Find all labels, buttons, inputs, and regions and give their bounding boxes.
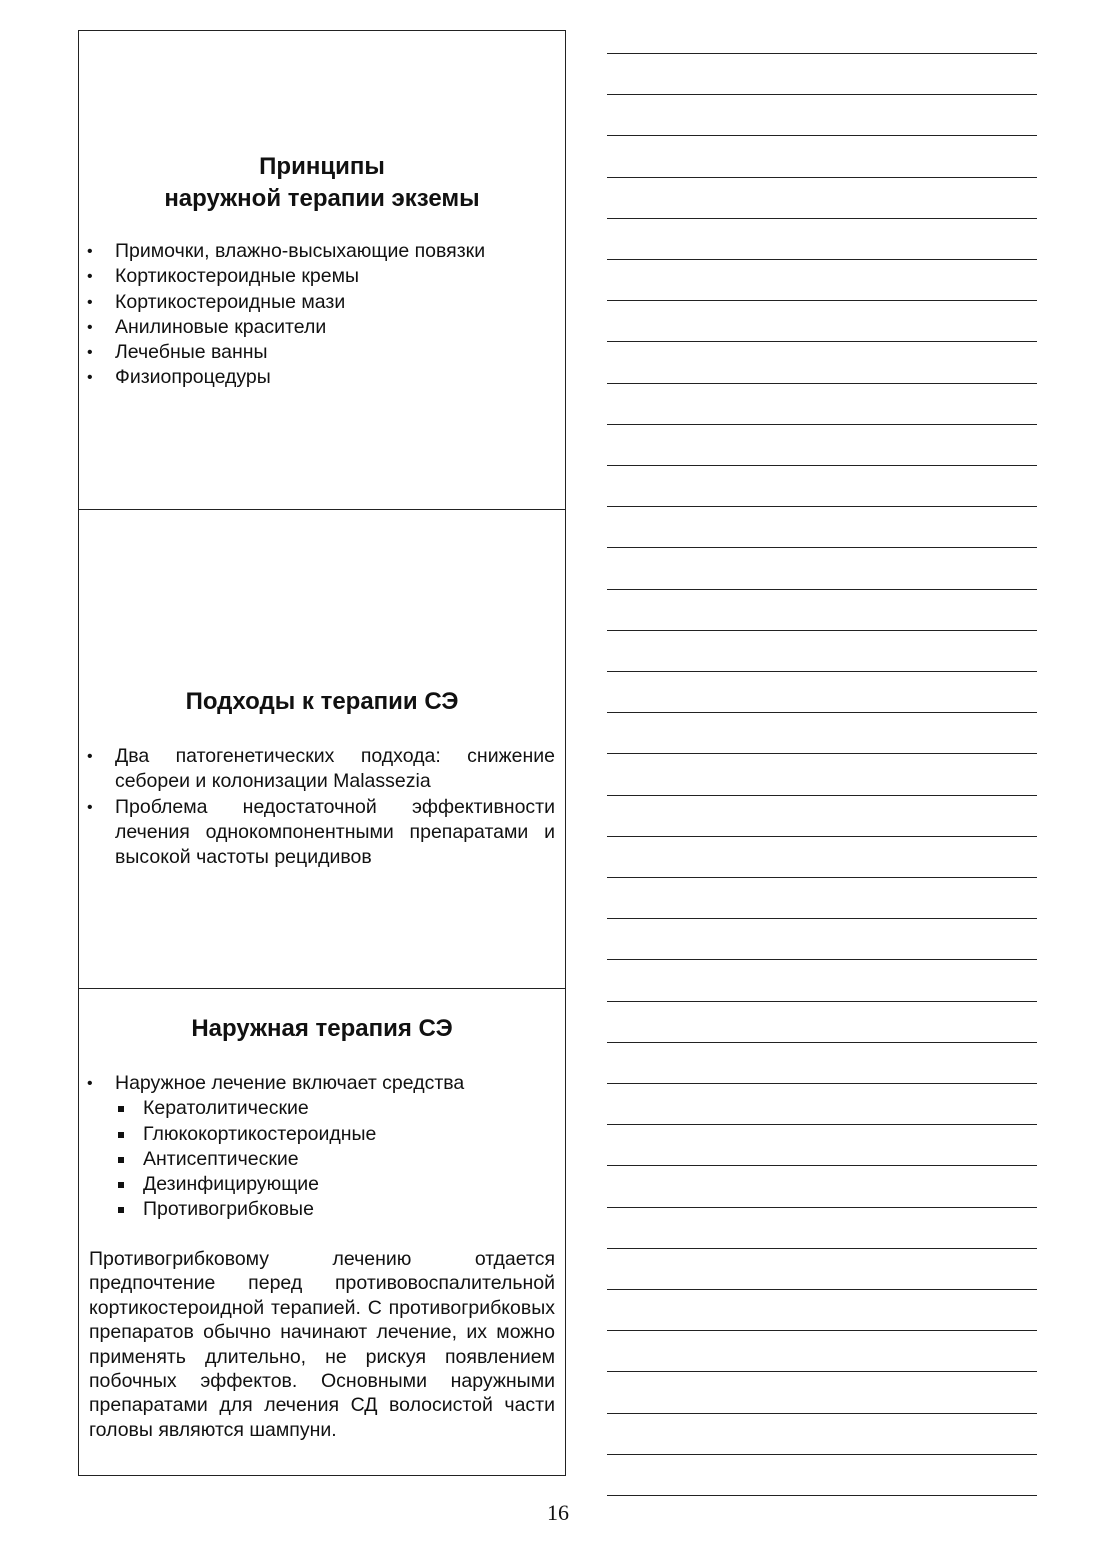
sub-list-container [79, 1096, 565, 1222]
note-line [607, 877, 1037, 878]
sub-list-item: Антисептические [79, 1147, 565, 1172]
slide-title-line: наружной терапии экземы [164, 184, 480, 212]
note-line [607, 836, 1037, 837]
list-item: • Два патогенетических подхода: снижение себореи и колонизации Malassezia [79, 744, 555, 795]
note-line [607, 1165, 1037, 1166]
notes-lines-area [607, 0, 1037, 1480]
note-line [607, 630, 1037, 631]
note-line [607, 177, 1037, 178]
note-line [607, 135, 1037, 136]
list-item: • Наружное лечение включает средства [79, 1071, 565, 1096]
note-line [607, 671, 1037, 672]
note-line [607, 1413, 1037, 1414]
note-line [607, 1454, 1037, 1455]
bullet-list [79, 744, 565, 870]
note-line [607, 959, 1037, 960]
body-paragraph: Противогрибковому лечению отдается предпочтение перед противовоспалительной кортикостероидной терапией. С противогрибковых препаратов обычно начинают лечение, их можно применять длительно, не рискуя появлением побочных эффектов. Основными наружными препаратами для лечения СД волосистой части головы являются шампуни. [89, 1248, 555, 1441]
note-line [607, 218, 1037, 219]
note-line [607, 1083, 1037, 1084]
note-line [607, 1124, 1037, 1125]
note-line [607, 424, 1037, 425]
note-line [607, 1001, 1037, 1002]
note-line [607, 506, 1037, 507]
note-line [607, 589, 1037, 590]
slide-principles [79, 31, 565, 509]
sub-list-item: Глюкокортикостероидные [79, 1122, 565, 1147]
sub-list-item: Противогрибковые [79, 1197, 565, 1222]
list-item: • Физиопроцедуры [79, 365, 565, 390]
slide-title: Наружная терапия СЭ [191, 1015, 453, 1042]
note-line [607, 383, 1037, 384]
page-number: 16 [547, 1500, 569, 1525]
note-line [607, 712, 1037, 713]
note-line [607, 341, 1037, 342]
list-item: • Кортикостероидные кремы [79, 264, 565, 289]
slide-approaches [79, 509, 565, 988]
slide-title [79, 151, 565, 215]
slide-external-therapy [79, 988, 565, 1475]
sub-list-item: Кератолитические [79, 1096, 565, 1121]
slide-title-line: Принципы [259, 153, 385, 180]
note-line [607, 1248, 1037, 1249]
note-line [607, 1042, 1037, 1043]
list-item: • Кортикостероидные мази [79, 290, 565, 315]
note-line [607, 53, 1037, 54]
note-line [607, 1495, 1037, 1496]
note-line [607, 1289, 1037, 1290]
note-line [607, 1207, 1037, 1208]
note-line [607, 918, 1037, 919]
list-item: • Лечебные ванны [79, 340, 565, 365]
list-item: • Проблема недостаточной эффективности лечения однокомпонентными препаратами и высокой частоты рецидивов [79, 795, 555, 871]
note-line [607, 547, 1037, 548]
note-line [607, 465, 1037, 466]
note-line [607, 94, 1037, 95]
note-line [607, 795, 1037, 796]
bullet-list [79, 239, 565, 391]
sub-list-item: Дезинфицирующие [79, 1172, 565, 1197]
note-line [607, 753, 1037, 754]
list-item: • Анилиновые красители [79, 315, 565, 340]
list-item: • Примочки, влажно-высыхающие повязки [79, 239, 565, 264]
note-line [607, 259, 1037, 260]
note-line [607, 1371, 1037, 1372]
sub-bullet-list [79, 1096, 565, 1222]
slide-title: Подходы к терапии СЭ [185, 688, 459, 715]
note-line [607, 300, 1037, 301]
slides-column [78, 30, 566, 1476]
note-line [607, 1330, 1037, 1331]
bullet-list [79, 1071, 565, 1223]
